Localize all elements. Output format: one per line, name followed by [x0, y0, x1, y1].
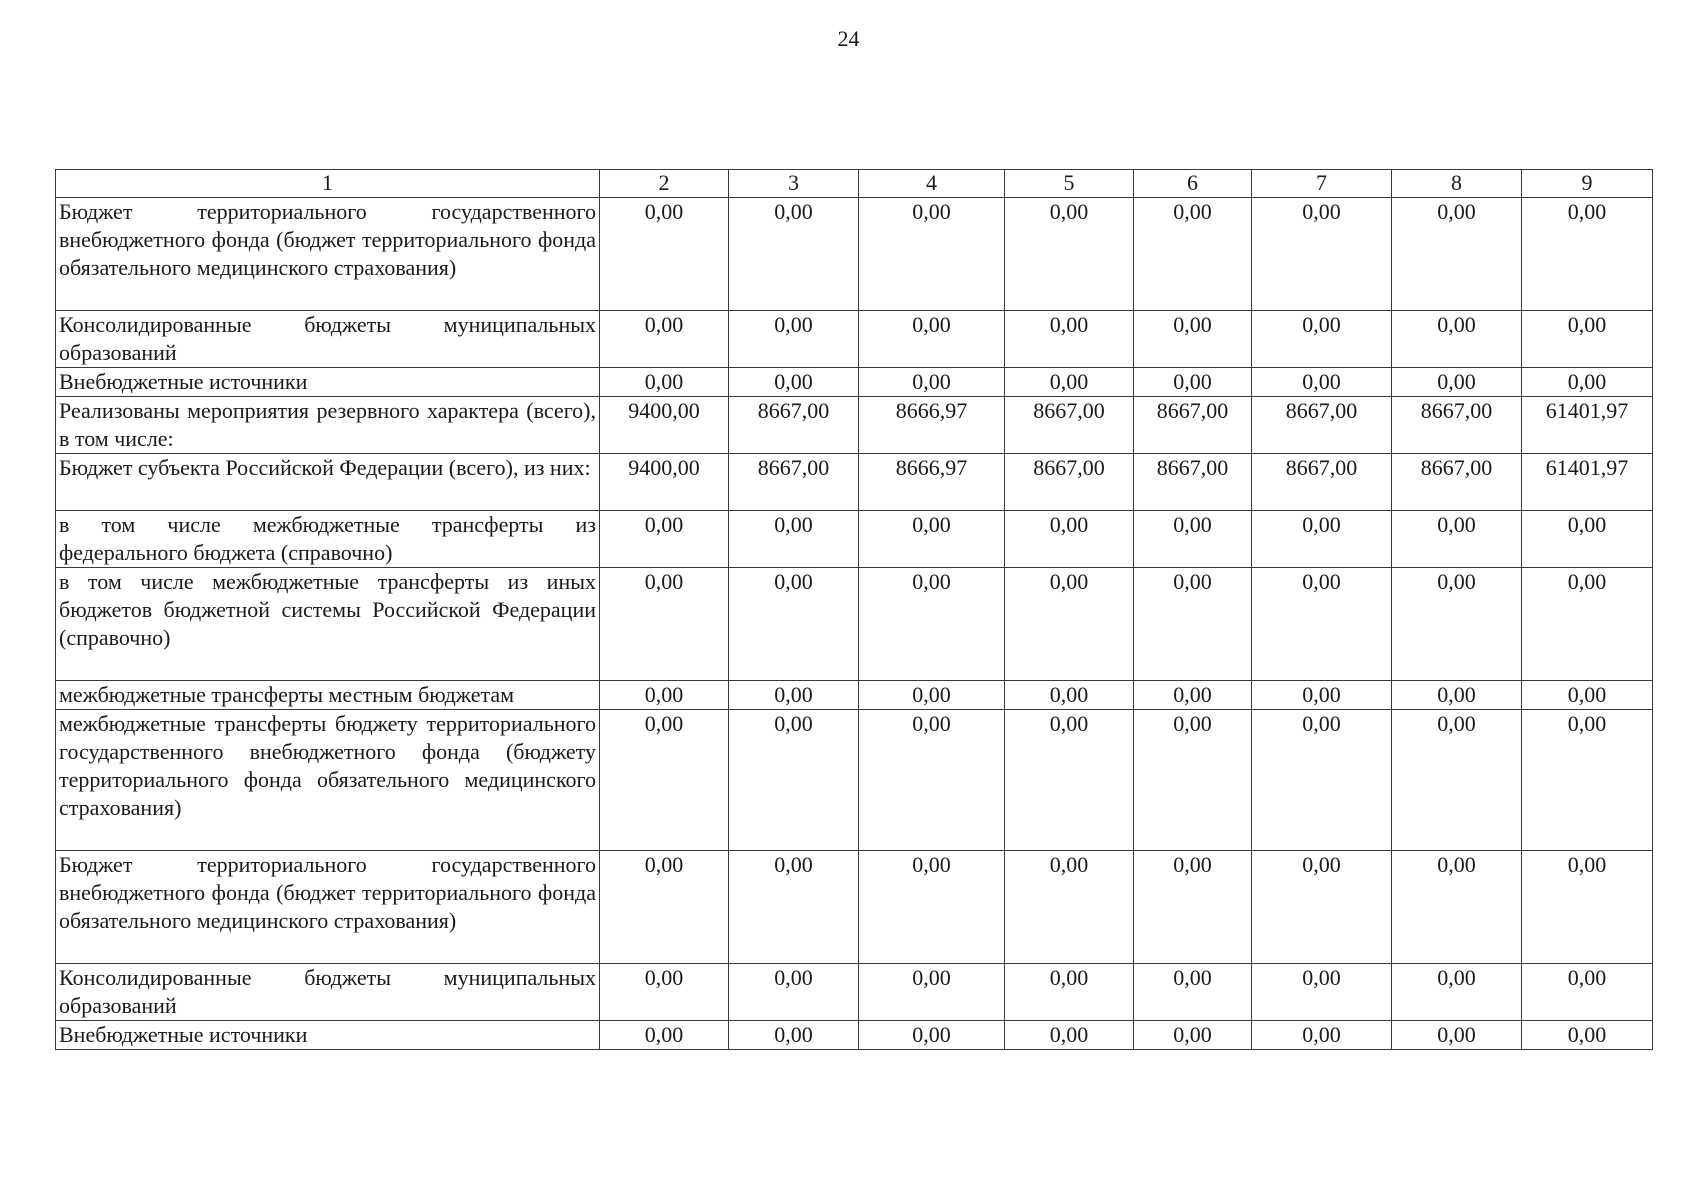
- value-cell: 0,00: [1134, 198, 1252, 311]
- value-cell: 0,00: [1005, 368, 1134, 397]
- column-header: 9: [1522, 170, 1653, 198]
- value-cell: 0,00: [600, 568, 729, 681]
- value-cell: 0,00: [1392, 511, 1522, 568]
- value-cell: 0,00: [729, 710, 859, 851]
- value-cell: 0,00: [1392, 851, 1522, 964]
- value-cell: 0,00: [1392, 681, 1522, 710]
- value-cell: 0,00: [1134, 964, 1252, 1021]
- column-header: 4: [859, 170, 1005, 198]
- value-cell: 0,00: [1134, 1021, 1252, 1050]
- row-label: в том числе межбюджетные трансферты из иных бюджетов бюджетной системы Российской Федерации (справочно): [56, 568, 600, 681]
- column-header: 7: [1252, 170, 1392, 198]
- page-number: 24: [837, 26, 860, 51]
- table-row: [56, 964, 1653, 1021]
- header-row: [56, 170, 1653, 198]
- row-label: в том числе межбюджетные трансферты из федерального бюджета (справочно): [56, 511, 600, 568]
- value-cell: 0,00: [729, 568, 859, 681]
- table-row: [56, 851, 1653, 964]
- value-cell: 8666,97: [859, 454, 1005, 511]
- value-cell: 0,00: [729, 368, 859, 397]
- value-cell: 0,00: [1005, 681, 1134, 710]
- value-cell: 8667,00: [1005, 397, 1134, 454]
- value-cell: 0,00: [1134, 681, 1252, 710]
- value-cell: 0,00: [1005, 710, 1134, 851]
- value-cell: 0,00: [859, 681, 1005, 710]
- value-cell: 61401,97: [1522, 454, 1653, 511]
- value-cell: 0,00: [1392, 710, 1522, 851]
- value-cell: 8667,00: [1392, 397, 1522, 454]
- value-cell: 0,00: [859, 710, 1005, 851]
- value-cell: 0,00: [859, 368, 1005, 397]
- value-cell: 9400,00: [600, 397, 729, 454]
- value-cell: 0,00: [1252, 1021, 1392, 1050]
- value-cell: 0,00: [600, 710, 729, 851]
- value-cell: 0,00: [1005, 964, 1134, 1021]
- value-cell: 0,00: [729, 964, 859, 1021]
- value-cell: 0,00: [859, 568, 1005, 681]
- value-cell: 0,00: [1252, 851, 1392, 964]
- value-cell: 0,00: [1522, 311, 1653, 368]
- value-cell: 0,00: [1392, 198, 1522, 311]
- value-cell: 8667,00: [1252, 397, 1392, 454]
- budget-table: [55, 169, 1653, 1050]
- value-cell: 0,00: [1392, 368, 1522, 397]
- value-cell: 8667,00: [1134, 397, 1252, 454]
- value-cell: 0,00: [859, 198, 1005, 311]
- value-cell: 0,00: [859, 511, 1005, 568]
- row-label: Внебюджетные источники: [56, 1021, 600, 1050]
- table-row: [56, 681, 1653, 710]
- column-header: 6: [1134, 170, 1252, 198]
- value-cell: 0,00: [600, 311, 729, 368]
- row-label: Консолидированные бюджеты муниципальных образований: [56, 964, 600, 1021]
- value-cell: 9400,00: [600, 454, 729, 511]
- value-cell: 0,00: [859, 311, 1005, 368]
- value-cell: 0,00: [859, 964, 1005, 1021]
- value-cell: 0,00: [1252, 710, 1392, 851]
- value-cell: 0,00: [1522, 568, 1653, 681]
- value-cell: 0,00: [729, 851, 859, 964]
- value-cell: 0,00: [1252, 511, 1392, 568]
- value-cell: 0,00: [1005, 311, 1134, 368]
- value-cell: 0,00: [1005, 851, 1134, 964]
- value-cell: 0,00: [1134, 568, 1252, 681]
- table-row: [56, 454, 1653, 511]
- value-cell: 8667,00: [1134, 454, 1252, 511]
- value-cell: 0,00: [1522, 198, 1653, 311]
- row-label: Бюджет территориального государственного внебюджетного фонда (бюджет территориального фонда обязательного медицинского страхования): [56, 851, 600, 964]
- value-cell: 61401,97: [1522, 397, 1653, 454]
- value-cell: 8667,00: [729, 397, 859, 454]
- row-label: межбюджетные трансферты местным бюджетам: [56, 681, 600, 710]
- value-cell: 0,00: [729, 311, 859, 368]
- table-row: [56, 397, 1653, 454]
- row-label: Консолидированные бюджеты муниципальных образований: [56, 311, 600, 368]
- row-label: Реализованы мероприятия резервного характера (всего), в том числе:: [56, 397, 600, 454]
- value-cell: 0,00: [1522, 368, 1653, 397]
- value-cell: 0,00: [729, 511, 859, 568]
- value-cell: 0,00: [1005, 1021, 1134, 1050]
- row-label: Внебюджетные источники: [56, 368, 600, 397]
- value-cell: 8667,00: [729, 454, 859, 511]
- table-row: [56, 568, 1653, 681]
- row-label: Бюджет субъекта Российской Федерации (всего), из них:: [56, 454, 600, 511]
- value-cell: 0,00: [1392, 568, 1522, 681]
- row-label: Бюджет территориального государственного внебюджетного фонда (бюджет территориального фонда обязательного медицинского страхования): [56, 198, 600, 311]
- value-cell: 0,00: [1522, 710, 1653, 851]
- table-body: [56, 198, 1653, 1050]
- value-cell: 8667,00: [1392, 454, 1522, 511]
- value-cell: 0,00: [1252, 681, 1392, 710]
- value-cell: 0,00: [1252, 568, 1392, 681]
- value-cell: 0,00: [1252, 311, 1392, 368]
- value-cell: 0,00: [600, 368, 729, 397]
- table-row: [56, 1021, 1653, 1050]
- value-cell: 0,00: [1134, 368, 1252, 397]
- value-cell: 0,00: [1522, 511, 1653, 568]
- value-cell: 0,00: [600, 1021, 729, 1050]
- value-cell: 0,00: [1134, 311, 1252, 368]
- column-header: 5: [1005, 170, 1134, 198]
- value-cell: 0,00: [600, 964, 729, 1021]
- value-cell: 0,00: [1005, 198, 1134, 311]
- value-cell: 0,00: [729, 681, 859, 710]
- row-label: межбюджетные трансферты бюджету территориального государственного внебюджетного фонда (бюджету территориального фонда обязательного медицинского страхования): [56, 710, 600, 851]
- value-cell: 0,00: [600, 851, 729, 964]
- value-cell: 0,00: [1392, 311, 1522, 368]
- value-cell: 0,00: [1392, 1021, 1522, 1050]
- value-cell: 0,00: [1522, 851, 1653, 964]
- column-header: 2: [600, 170, 729, 198]
- value-cell: 0,00: [1134, 710, 1252, 851]
- table-header: [56, 170, 1653, 198]
- table-row: [56, 368, 1653, 397]
- value-cell: 0,00: [1522, 681, 1653, 710]
- value-cell: 0,00: [600, 511, 729, 568]
- table-row: [56, 710, 1653, 851]
- value-cell: 0,00: [600, 198, 729, 311]
- value-cell: 8666,97: [859, 397, 1005, 454]
- value-cell: 0,00: [729, 1021, 859, 1050]
- value-cell: 0,00: [1522, 964, 1653, 1021]
- value-cell: 0,00: [1134, 851, 1252, 964]
- table-row: [56, 198, 1653, 311]
- value-cell: 0,00: [1005, 511, 1134, 568]
- table-row: [56, 311, 1653, 368]
- value-cell: 0,00: [1522, 1021, 1653, 1050]
- value-cell: 0,00: [1005, 568, 1134, 681]
- value-cell: 0,00: [859, 1021, 1005, 1050]
- column-header: 8: [1392, 170, 1522, 198]
- value-cell: 8667,00: [1005, 454, 1134, 511]
- value-cell: 0,00: [1252, 964, 1392, 1021]
- value-cell: 0,00: [600, 681, 729, 710]
- table-row: [56, 511, 1653, 568]
- value-cell: 0,00: [1134, 511, 1252, 568]
- column-header: 1: [56, 170, 600, 198]
- value-cell: 0,00: [859, 851, 1005, 964]
- value-cell: 8667,00: [1252, 454, 1392, 511]
- column-header: 3: [729, 170, 859, 198]
- value-cell: 0,00: [1392, 964, 1522, 1021]
- value-cell: 0,00: [1252, 198, 1392, 311]
- value-cell: 0,00: [1252, 368, 1392, 397]
- value-cell: 0,00: [729, 198, 859, 311]
